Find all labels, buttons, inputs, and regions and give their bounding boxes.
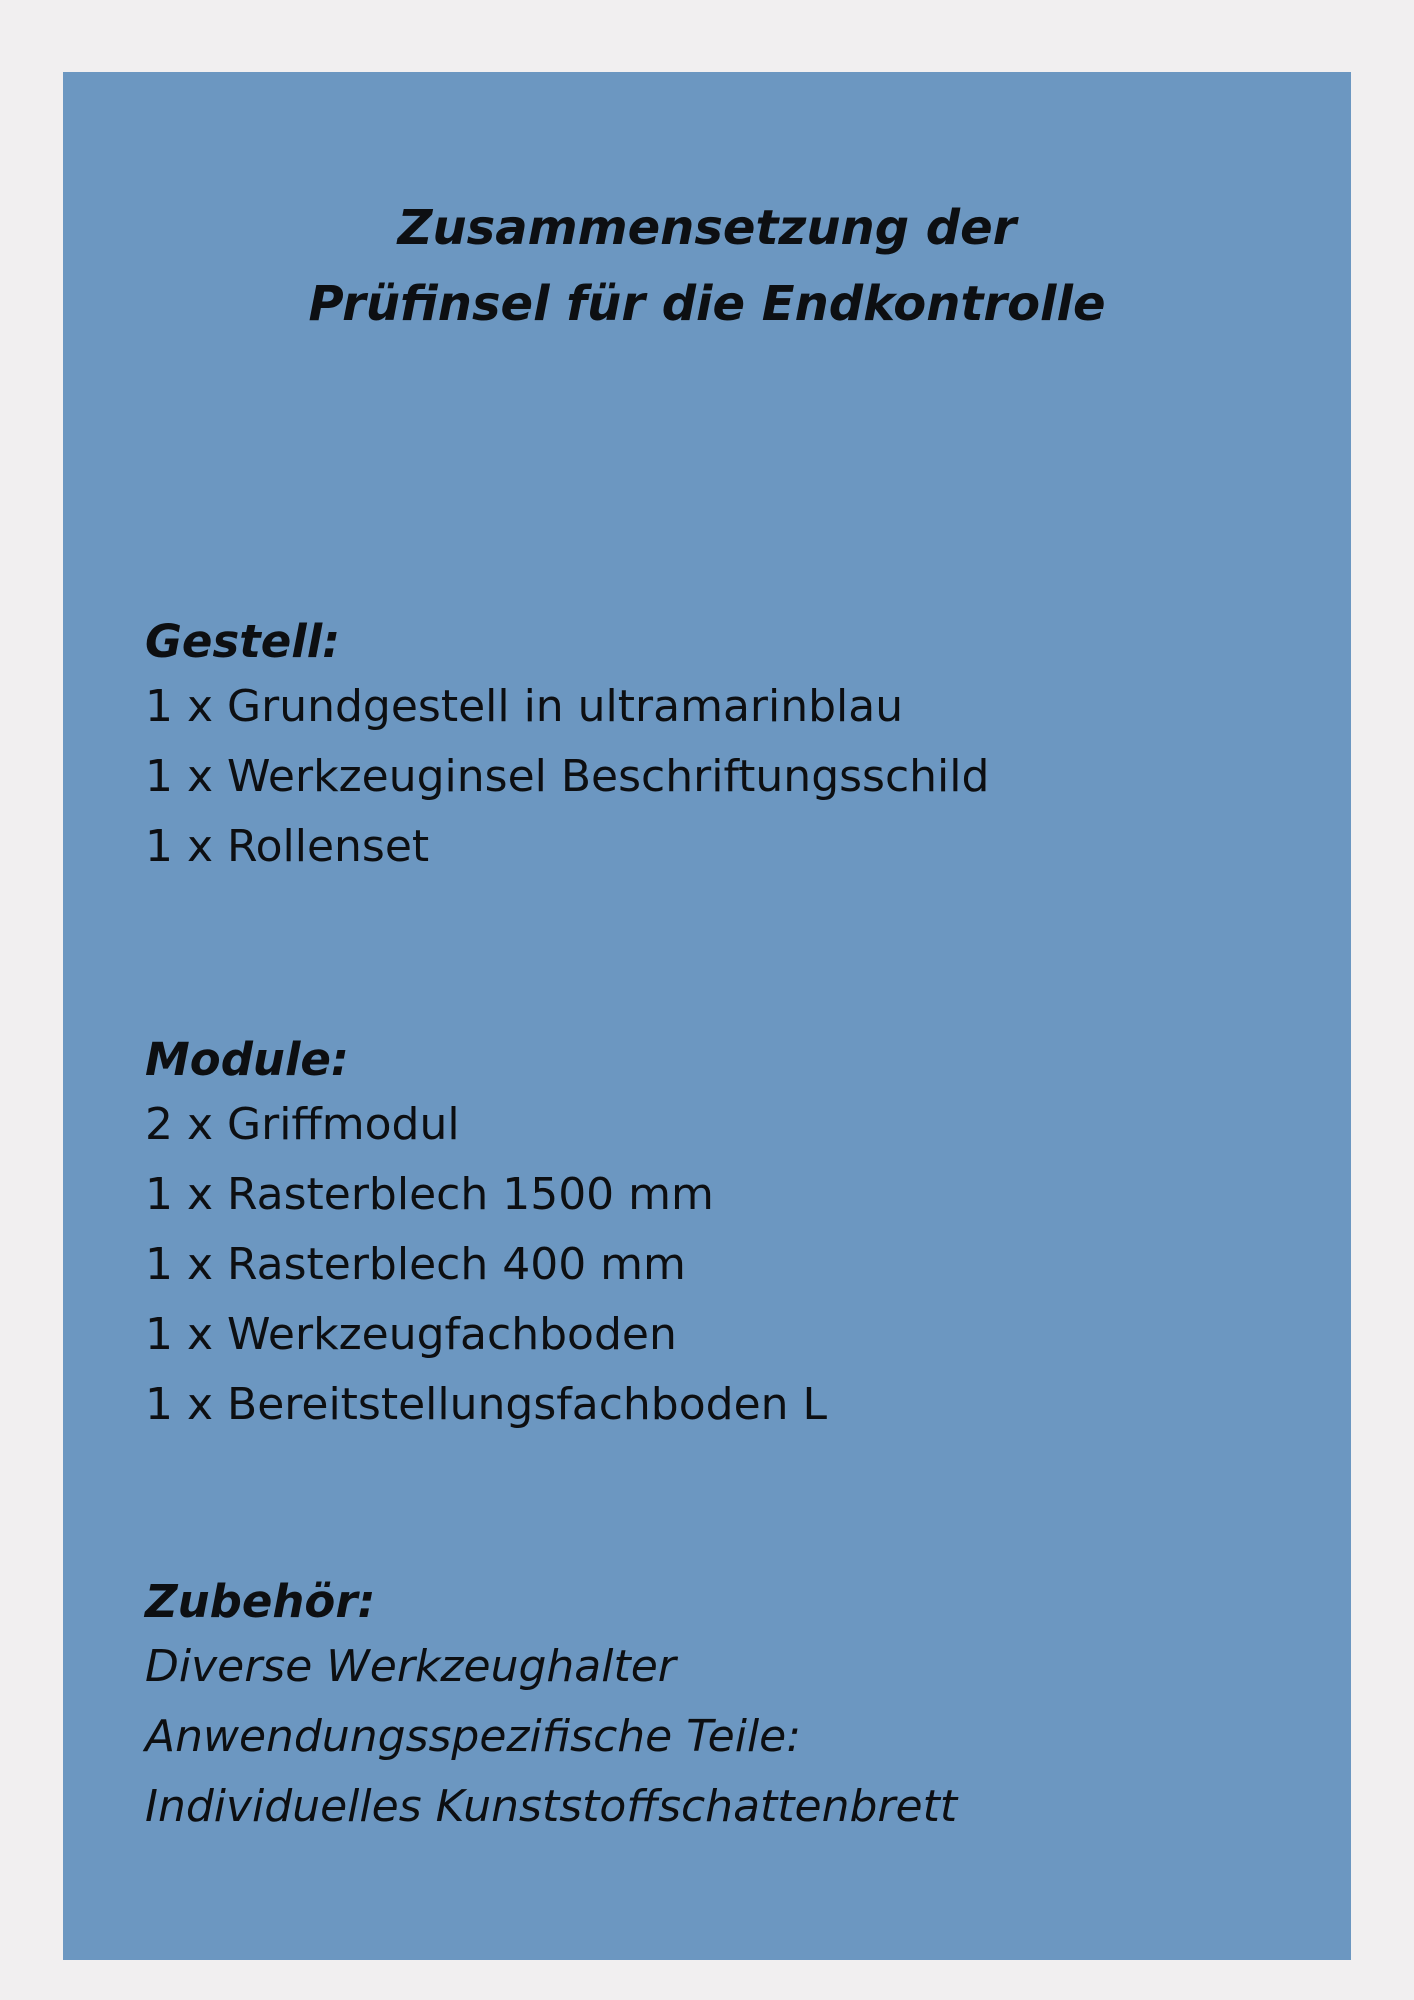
list-item: 1 x Werkzeugfachboden xyxy=(145,1309,677,1360)
list-item: 2 x Griffmodul xyxy=(145,1099,460,1150)
content-panel xyxy=(63,72,1351,1960)
title-line-2: Prüfinsel für die Endkontrolle xyxy=(308,276,1106,332)
item-list-gestell xyxy=(145,672,1245,882)
title-line-1: Zusammensetzung der xyxy=(397,200,1017,256)
list-item: Individuelles Kunststoffschattenbrett xyxy=(145,1781,958,1832)
list-item: Diverse Werkzeughalter xyxy=(145,1641,676,1692)
list-item: 1 x Grundgestell in ultramarinblau xyxy=(145,681,904,732)
page-title xyxy=(63,190,1351,342)
section-module xyxy=(145,1030,1245,1440)
item-list-module xyxy=(145,1090,1245,1440)
section-heading-zubehoer: Zubehör: xyxy=(145,1575,376,1628)
item-list-zubehoer xyxy=(145,1632,1245,1842)
section-heading-module: Module: xyxy=(145,1033,349,1086)
section-gestell xyxy=(145,612,1245,882)
list-item: Anwendungsspezifische Teile: xyxy=(145,1711,802,1762)
list-item: 1 x Rasterblech 1500 mm xyxy=(145,1169,714,1220)
list-item: 1 x Rasterblech 400 mm xyxy=(145,1239,686,1290)
list-item: 1 x Rollenset xyxy=(145,821,430,872)
section-heading-gestell: Gestell: xyxy=(145,615,341,668)
list-item: 1 x Werkzeuginsel Beschriftungsschild xyxy=(145,751,990,802)
list-item: 1 x Bereitstellungsfachboden L xyxy=(145,1379,828,1430)
section-zubehoer xyxy=(145,1572,1245,1842)
